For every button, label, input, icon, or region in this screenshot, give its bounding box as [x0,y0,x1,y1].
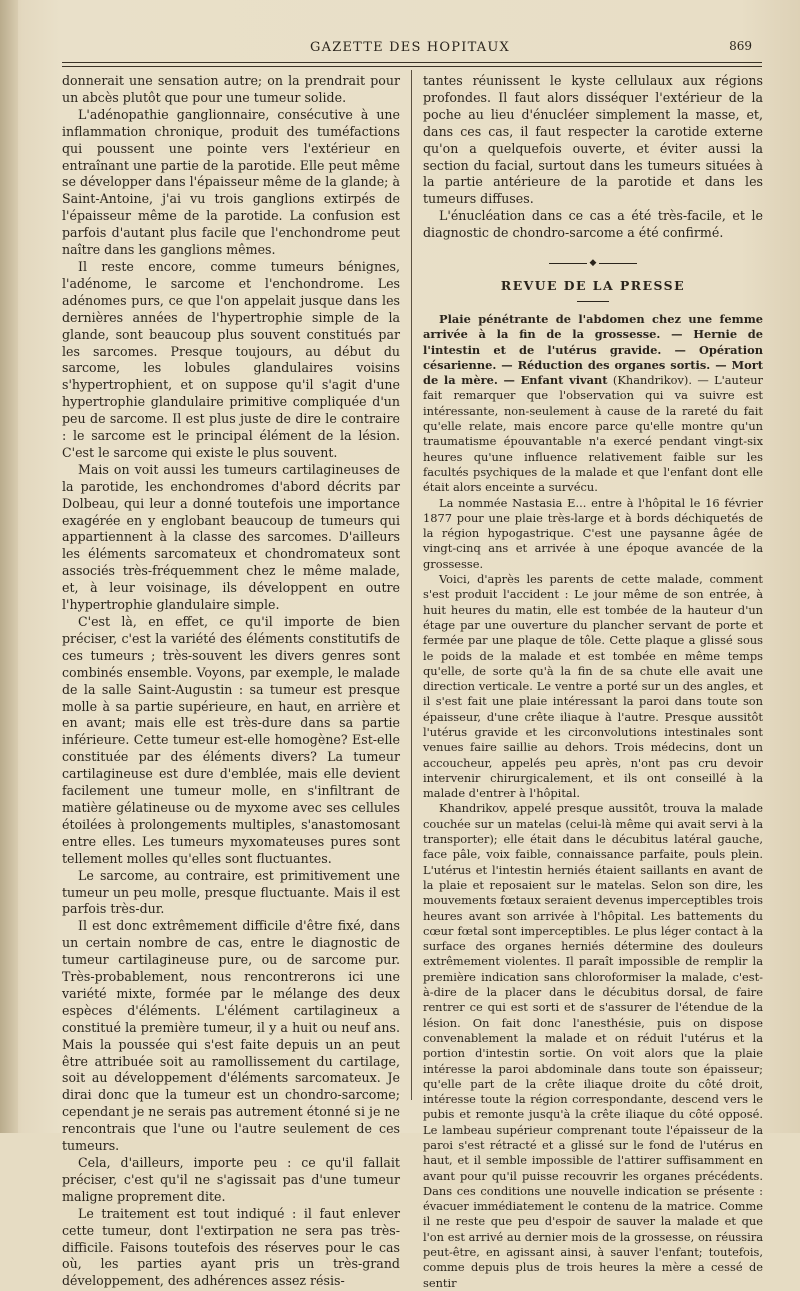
section-separator [423,250,763,276]
page-binding-edge [0,0,18,1133]
separator-line [549,263,587,264]
left-paragraph: Le sarcome, au contraire, est primitivement une tumeur un peu molle, presque fluctuante. Mais il est parfois très-dur. [62,867,400,917]
section-title: REVUE DE LA PRESSE [500,278,686,294]
left-paragraph: Le traitement est tout indiqué : il faut enlever cette tumeur, dont l'extirpation ne sera pas très-difficile. Faisons toutefois des réserves pour le cas où, les parties ayant pris un très-grand développement, des adhérences assez résis- [62,1205,400,1289]
right-column [423,73,763,1291]
journal-title: GAZETTE DES HOPITAUX [310,40,510,55]
press-lead-paragraph [423,312,763,496]
page-number: 869 [729,39,752,53]
page-header [60,40,760,60]
left-paragraph: Cela, d'ailleurs, importe peu : ce qu'il fallait préciser, c'est qu'il ne s'agissait pas d'une tumeur maligne proprement dite. [62,1155,400,1204]
header-rule-thick [62,62,762,63]
left-paragraph: C'est là, en effet, ce qu'il importe de bien préciser, c'est la variété des éléments constitutifs de ces tumeurs ; très-souvent les divers genres sont combinés ensemble. Voyons, par exemple, le malade de la salle Saint-Augustin : sa tumeur est presque molle à sa partie supérieure, en haut, en arrière et en avant; mais elle est très-dure dans sa partie inférieure. Cette tumeur est-elle homogène? Est-elle constituée par des éléments divers? La tumeur cartilagineuse est dure d'emblée, mais elle devient facilement une tumeur molle, en s'infiltrant de matière gélatineuse ou de myxome avec ses cellules étoilées à prolongements multiples, s'anastomosant entre elles. Les tumeurs myxomateuses pures sont tellement molles qu'elles sont fluctuantes. [62,614,400,866]
article-intro: (Khandrikov). — L'auteur fait remarquer que l'observation qui va suivre est intéressante, non-seulement à cause de la rareté du fait qu'elle relate, mais encore parce qu'elle montre qu'un traumatisme épouvantable n'a exercé pendant vingt-six heures qu'une influence relativement faible sur les facultés psychiques de la malade et que l'enfant dont elle était alors enceinte a survécu. [423,373,763,495]
press-paragraph: La nommée Nastasia E... entre à l'hôpital le 16 février 1877 pour une plaie très-large et à bords déchiquetés de la région hypogastrique. C'est une paysanne âgée de vingt-cinq ans et arrivée à une époque avancée de la grossesse. [423,495,763,571]
left-paragraph: Mais on voit aussi les tumeurs cartilagineuses de la parotide, les enchondromes d'abord décrits par Dolbeau, qui leur a donné toutefois une importance exagérée en y englobant beaucoup de tumeurs qui appartiennent à la classe des sarcomes. D'ailleurs les éléments sarcomateux et chondromateux sont associés très-fréquemment chez le même malade, et, à leur voisinage, ils développent en outre l'hypertrophie glandulaire simple. [62,461,400,613]
separator-line [599,263,637,264]
left-column [62,73,400,1290]
right-paragraph: tantes réunissent le kyste cellulaux aux régions profondes. Il faut alors disséquer l'extérieur de la poche au lieu d'énucléer simplement la masse, et, dans ces cas, il faut respecter la carotide externe qu'on a quelquefois ouverte, et éviter aussi la section du facial, surtout dans les tumeurs situées à la partie antérieure de la parotide et dans les tumeurs diffuses. [423,73,763,207]
press-paragraph: Khandrikov, appelé presque aussitôt, trouva la malade couchée sur un matelas (celui-là même qui avait servi à la transporter); elle était dans le décubitus latéral gauche, face pâle, voix faible, connaissance parfaite, pouls plein. L'utérus et l'intestin herniés étaient saillants en avant de la plaie et reposaient sur le matelas. Selon son dire, les mouvements fœtaux seraient devenus imperceptibles trois heures avant son arrivée à l'hôpital. Les battements du cœur fœtal sont imperceptibles. Le plus léger contact à la surface des organes herniés détermine des douleurs extrêmement violentes. Il paraît impossible de remplir la première indication sans chloroformiser la malade, c'est-à-dire de la placer dans le décubitus dorsal, de faire rentrer ce qui est sorti et de s'assurer de l'étendue de la lésion. On fait donc l'anesthésie, puis on dispose convenablement la malade et on réduit l'utérus et la portion d'intestin sortie. On voit alors que la plaie intéresse la paroi abdominale dans toute son épaisseur; qu'elle part de la crête iliaque droite du côté droit, intéresse toute la région correspondante, descend vers le pubis et remonte jusqu'à la crête iliaque du côté opposé. Le lambeau supérieur comprenant toute l'épaisseur de la paroi s'est rétracté et a glissé sur le fond de l'utérus en haut, et il semble impossible de l'attirer suffisamment en avant pour qu'il puisse recouvrir les organes précédents. Dans ces conditions une nouvelle indication se présente : évacuer immédiatement le contenu de la matrice. Comme il ne reste que peu d'espoir de sauver la malade et que l'on est arrivé au dernier mois de la grossesse, on réussira peut-être, en agissant ainsi, à sauver l'enfant; toutefois, comme depuis plus de trois heures la mère a cessé de sentir [423,801,763,1290]
section-title-rule [577,301,609,302]
left-paragraph: Il reste encore, comme tumeurs bénignes, l'adénome, le sarcome et l'enchondrome. Les adénomes purs, ce que l'on appelait jusque dans les dernières années de l'hypertrophie simple de la glande, sont beaucoup plus souvent constitués par les sarcomes. Presque toujours, au début du sarcome, les lobules glandulaires voisins s'hypertrophient, et on suppose qu'il s'agit d'une hypertrophie glandulaire primitive compliquée d'un peu de sarcome. Il est plus juste de dire le contraire : le sarcome est le principal élément de la lésion. C'est le sarcome qui existe le plus souvent. [62,258,400,460]
header-rule-thin [62,66,762,67]
column-divider [411,70,412,1100]
left-paragraph: L'adénopathie ganglionnaire, consécutive à une inflammation chronique, produit des tuméfactions qui poussent une pointe vers l'extérieur en entraînant une partie de la parotide. Elle peut même se développer dans l'épaisseur même de la glande; à Saint-Antoine, j'ai vu trois ganglions extirpés de l'épaisseur même de la parotide. La confusion est parfois d'autant plus facile que l'enchondrome peut naître dans les ganglions mêmes. [62,106,400,258]
left-paragraph: donnerait une sensation autre; on la prendrait pour un abcès plutôt que pour une tumeur solide. [62,73,400,105]
press-paragraph: Voici, d'après les parents de cette malade, comment s'est produit l'accident : Le jour même de son entrée, à huit heures du matin, elle est tombée de la hauteur d'un étage par une ouverture du plancher servant de porte et fermée par une plaque de tôle. Cette plaque a glissé sous le poids de la malade et est tombée en même temps qu'elle, de sorte qu'à la fin de sa chute elle avait une direction verticale. Le ventre a porté sur un des angles, et il s'est fait une plaie intéressant la paroi dans toute son épaisseur, d'une crête iliaque à l'autre. Presque aussitôt l'utérus gravide et les circonvolutions intestinales sont venues faire saillie au dehors. Trois médecins, dont un accoucheur, appelés peu après, n'ont pas cru devoir intervenir chirurgicalement, et ils ont conseillé à la malade d'entrer à l'hôpital. [423,572,763,801]
press-review-body [423,312,763,1291]
left-paragraph: Il est donc extrêmement difficile d'être fixé, dans un certain nombre de cas, entre le diagnostic de tumeur cartilagineuse pure, ou de sarcome pur. Très-probablement, nous rencontrerons ici une variété mixte, formée par le mélange des deux espèces d'éléments. L'élément cartilagineux a constitué la première tumeur, il y a huit ou neuf ans. Mais la poussée qui s'est faite depuis un an peut être attribuée soit au ramollissement du cartilage, soit au développement d'éléments sarcomateux. Je dirai donc que la tumeur est un chondro-sarcome; cependant je ne serais pas autrement étonné si je ne rencontrais que l'une ou l'autre seulement de ces tumeurs. [62,918,400,1154]
separator-ornament: ◆ [589,257,597,268]
article-headline: Plaie pénétrante de l'abdomen chez une femme arrivée à la fin de la grossesse. — Hernie de l'intestin et de l'utérus gravide. — Opération césarienne. — Réduction des organes sortis. — Mort de la mère. — Enfant vivant [423,311,763,388]
right-paragraph: L'énucléation dans ce cas a été très-facile, et le diagnostic de chondro-sarcome a été confirmé. [423,208,763,241]
